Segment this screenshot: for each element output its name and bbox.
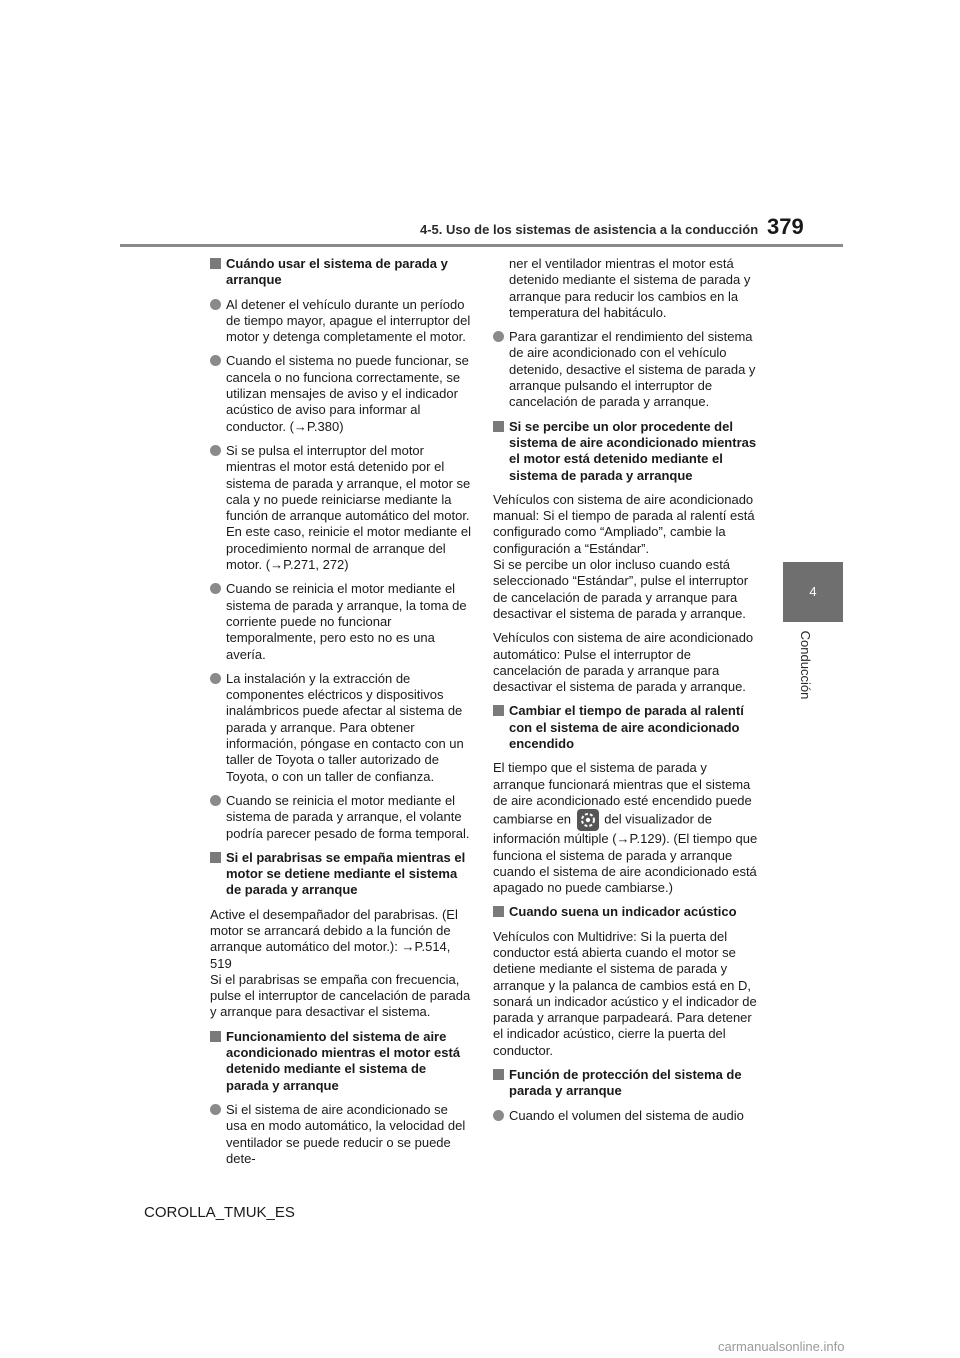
settings-gear-icon xyxy=(577,809,599,831)
bullet-item: Para garantizar el rendimiento del sistema de aire acondicionado con el vehículo detenido, desactive el sistema de parada y arranque pulsando el interruptor de cancelación de parada y arranque. xyxy=(493,329,761,410)
paragraph: Vehículos con Multidrive: Si la puerta del conductor está abierta cuando el motor se detiene mediante el sistema de parada y arranque y la palanca de cambios está en D, sonará un indicador acústico y el indicador de parada y arranque parpadeará. Para detener el indicador acústico, cierre la puerta del conductor. xyxy=(493,928,757,1058)
circle-bullet-icon xyxy=(493,331,504,342)
bullet-item: Si se pulsa el interruptor del motor mientras el motor está detenido por el sistema de parada y arranque, el motor se cala y no puede reiniciarse mediante la función de arranque automático del motor. En este caso, reinicie el motor mediante el procedimiento normal de arranque del motor. (→P.271, 272) xyxy=(210,443,472,573)
circle-bullet-icon xyxy=(210,583,221,594)
square-bullet-icon xyxy=(210,258,221,269)
right-column xyxy=(493,256,761,1132)
square-bullet-icon xyxy=(493,421,504,432)
paragraph: Active el desempañador del parabrisas. (El motor se arrancará debido a la función de arranque automático del motor.): →P.514, 519 xyxy=(210,906,458,971)
bullet-item: Al detener el vehículo durante un período de tiempo mayor, apague el interruptor del motor y detenga completamente el motor. xyxy=(210,297,472,346)
bullet-item: Si el sistema de aire acondicionado se usa en modo automático, la velocidad del ventilador se puede reducir o se puede dete- xyxy=(210,1102,472,1167)
square-bullet-icon xyxy=(493,1069,504,1080)
circle-bullet-icon xyxy=(210,355,221,366)
paragraph: El tiempo que el sistema de parada y arranque funcionará mientras que el sistema de aire acondicionado esté encendido puede cambiarse en del visualizador de información múltiple (→P.129). (El tiempo que funciona el sistema de parada y arranque cuando el sistema de aire acondicionado está apagado no puede cambiarse.) xyxy=(493,760,758,896)
bullet-item: Cuando el volumen del sistema de audio xyxy=(493,1108,761,1124)
bullet-item: Cuando se reinicia el motor mediante el sistema de parada y arranque, la toma de corriente puede no funcionar temporalmente, pero esto no es una avería. xyxy=(210,581,472,662)
circle-bullet-icon xyxy=(210,1104,221,1115)
square-bullet-icon xyxy=(493,906,504,917)
paragraph: Vehículos con sistema de aire acondicionado automático: Pulse el interruptor de cancelación de parada y arranque para desactivar el sistema de parada y arranque. xyxy=(493,630,754,695)
section-heading: Si el parabrisas se empaña mientras el motor se detiene mediante el sistema de parada y arranque xyxy=(210,850,472,899)
left-column xyxy=(210,256,472,1175)
section-heading: Cambiar el tiempo de parada al ralentí con el sistema de aire acondicionado encendido xyxy=(493,703,761,752)
bullet-continuation: ner el ventilador mientras el motor está detenido mediante el sistema de parada y arranque para reducir los cambios en la temperatura del habitáculo. xyxy=(509,256,751,320)
section-heading: Funcionamiento del sistema de aire acondicionado mientras el motor está detenido mediante el sistema de parada y arranque xyxy=(210,1029,472,1094)
chapter-tab[interactable]: 4 xyxy=(783,562,843,622)
document-code: COROLLA_TMUK_ES xyxy=(144,1204,295,1221)
page-number: 379 xyxy=(767,214,804,239)
circle-bullet-icon xyxy=(210,445,221,456)
paragraph: Vehículos con sistema de aire acondicionado manual: Si el tiempo de parada al ralentí está configurado como “Ampliado”, cambie la configuración a “Estándar”. xyxy=(493,491,755,556)
circle-bullet-icon xyxy=(210,299,221,310)
circle-bullet-icon xyxy=(210,673,221,684)
bullet-item: La instalación y la extracción de componentes eléctricos y dispositivos inalámbricos puede afectar al sistema de parada y arranque. Para obtener información, póngase en contacto con un taller de Toyota o taller autorizado de Toyota, o con un taller de confianza. xyxy=(210,671,472,785)
bullet-item: Cuando el sistema no puede funcionar, se cancela o no funciona correctamente, se utilizan mensajes de aviso y el indicador acústico de aviso para informar al conductor. (→P.380) xyxy=(210,353,472,434)
bullet-item: Cuando se reinicia el motor mediante el sistema de parada y arranque, el volante podría parecer pesado de forma temporal. xyxy=(210,793,472,842)
square-bullet-icon xyxy=(210,852,221,863)
circle-bullet-icon xyxy=(493,1110,504,1121)
section-heading: Cuando suena un indicador acústico xyxy=(493,904,761,920)
paragraph: Si se percibe un olor incluso cuando está seleccionado “Estándar”, pulse el interruptor de cancelación de parada y arranque para desactivar el sistema de parada y arranque. xyxy=(493,557,749,621)
chapter-label: Conducción xyxy=(798,630,813,700)
circle-bullet-icon xyxy=(210,795,221,806)
paragraph: Si el parabrisas se empaña con frecuencia, pulse el interruptor de cancelación de parada y arranque para desactivar el sistema. xyxy=(210,971,471,1020)
section-heading: Función de protección del sistema de parada y arranque xyxy=(493,1067,761,1100)
section-title: 4-5. Uso de los sistemas de asistencia a la conducción xyxy=(420,222,759,237)
header-divider xyxy=(120,244,843,247)
site-watermark: carmanualsonline.info xyxy=(718,1339,845,1354)
square-bullet-icon xyxy=(210,1031,221,1042)
square-bullet-icon xyxy=(493,705,504,716)
section-heading: Cuándo usar el sistema de parada y arranque xyxy=(210,256,472,289)
section-heading: Si se percibe un olor procedente del sistema de aire acondicionado mientras el motor está detenido mediante el sistema de parada y arranque xyxy=(493,419,761,484)
